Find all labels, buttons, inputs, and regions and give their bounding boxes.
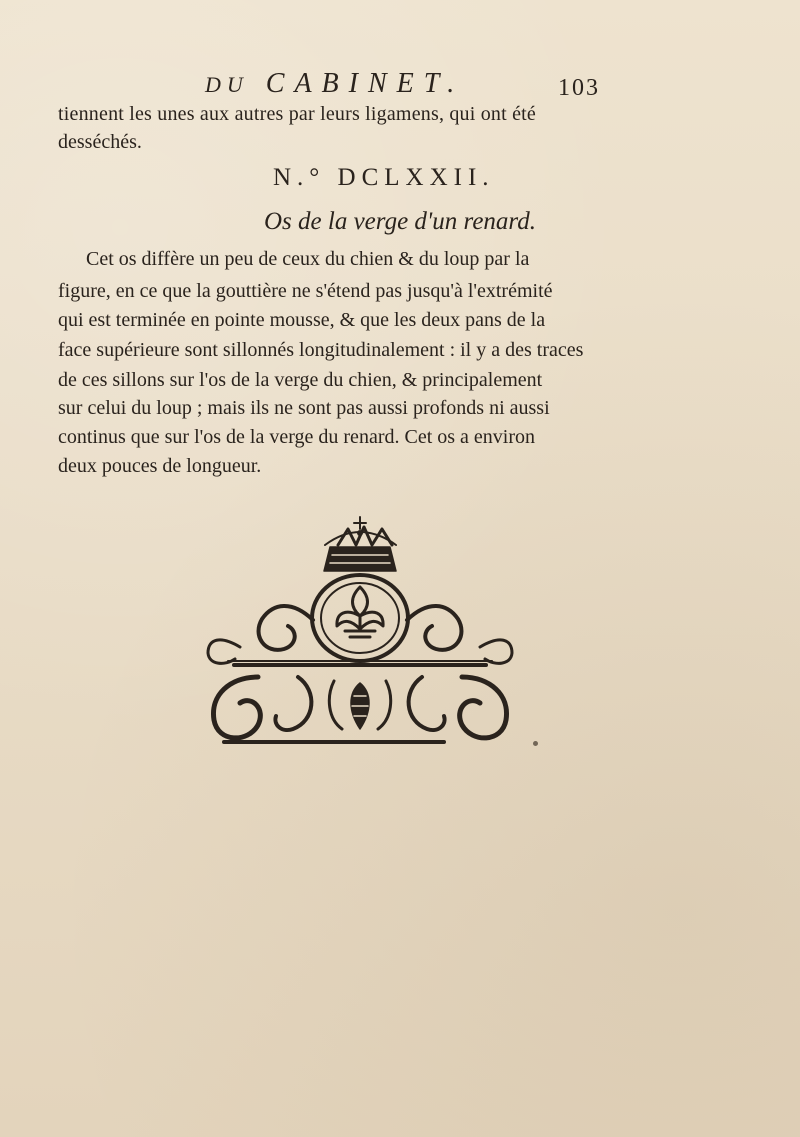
running-head-right: CABINET. [265,68,465,99]
royal-crown-fleur-de-lis-ornament-icon [200,515,520,750]
continuation-line-2: desséchés. [58,131,142,153]
section-title: Os de la verge d'un renard. [264,208,536,235]
body-line-3: qui est terminée en pointe mousse, & que les deux pans de la [58,309,546,331]
section-number: N.° DCLXXII. [273,164,495,191]
ink-dot [533,741,538,746]
page-number: 103 [558,75,600,101]
body-line-1: Cet os diffère un peu de ceux du chien & du loup par la [86,248,530,270]
body-line-8: deux pouces de longueur. [58,455,262,477]
body-line-7: continus que sur l'os de la verge du renard. Cet os a environ [58,426,536,448]
running-head [205,68,560,108]
body-line-6: sur celui du loup ; mais ils ne sont pas aussi profonds ni aussi [58,397,550,419]
running-head-left: DU [205,72,249,97]
continuation-line-1: tiennent les unes aux autres par leurs ligamens, qui ont été [58,103,536,125]
body-line-2: figure, en ce que la gouttière ne s'étend pas jusqu'à l'extrémité [58,280,553,302]
body-line-5: de ces sillons sur l'os de la verge du chien, & principalement [58,369,543,391]
body-line-4: face supérieure sont sillonnés longitudinalement : il y a des traces [58,339,584,361]
